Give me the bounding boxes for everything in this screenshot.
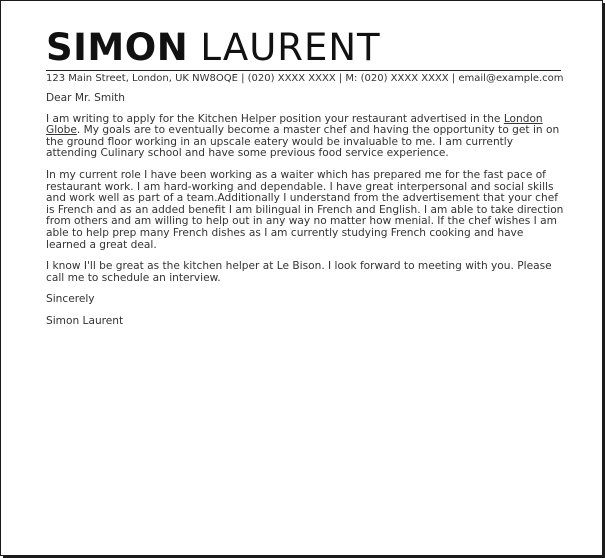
salutation: Dear Mr. Smith	[46, 92, 126, 104]
closing-phrase: Sincerely	[46, 293, 95, 306]
signature: Simon Laurent	[46, 314, 124, 327]
header-divider	[46, 70, 561, 71]
paragraph-intro	[46, 114, 566, 160]
intro-text-start: I am writing to apply for the Kitchen Helper position your restaurant advertised in the	[46, 112, 504, 125]
paragraph-experience: In my current role I have been working as a waiter which has prepared me for the fast pace of restaurant work. I am hard-working and dependable. I have great interpersonal and social skills and work well as part of a team.Additionally I understand from the advertisement that your chef is French and as an added benefit I am bilingual in French and English. I am able to take direction from others and am willing to help out in any way no matter how menial. If the chef wishes I am able to help prep many French dishes as I am currently studying French cooking and have learned a great deal.	[46, 168, 564, 251]
contact-line: 123 Main Street, London, UK NW8OQE | (020) XXXX XXXX | M: (020) XXXX XXXX | email@example.com	[46, 73, 564, 84]
paragraph-closing: I know I'll be great as the kitchen helper at Le Bison. I look forward to meeting with you. Please call me to schedule an interview.	[46, 260, 552, 284]
letter-body	[46, 93, 566, 338]
first-name: SIMON	[46, 26, 189, 69]
last-name: LAURENT	[200, 26, 381, 69]
applicant-name	[46, 26, 381, 69]
newspaper-link[interactable]: London Globe	[46, 112, 543, 137]
intro-text-end: . My goals are to eventually become a master chef and having the opportunity to get in on the ground floor working in an upscale eatery would be invaluable to me. I am currently attending Culinary school and have some previous food service experience.	[46, 124, 560, 160]
